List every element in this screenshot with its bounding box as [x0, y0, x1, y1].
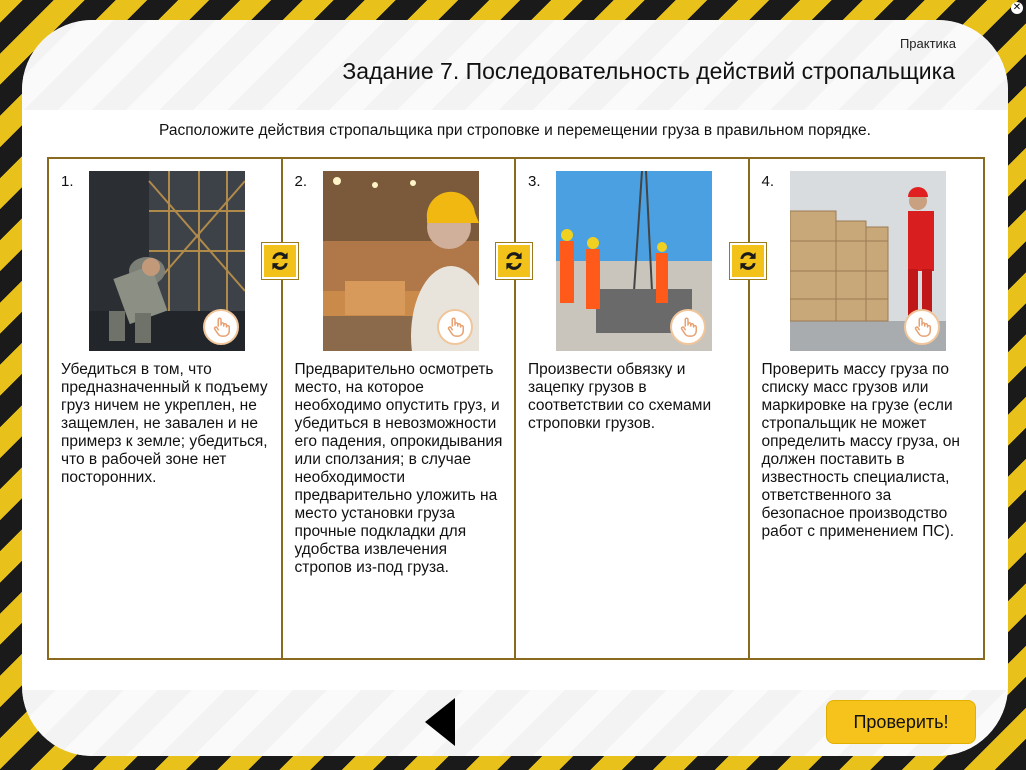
step-card-4[interactable]	[750, 159, 984, 658]
card-text: Предварительно осмотреть место, на которое необходимо опустить груз, и убедиться в невозможности его падения, опрокидывания или сползания; в случае необходимости предварительно уложить на место установки груза прочные подкладки для удобства извлечения стропов из-под груза.	[294, 361, 503, 576]
card-text: Убедиться в том, что предназначенный к подъему груз ничем не укреплен, не защемлен, не завален и не примерз к земле; убедиться, что в рабочей зоне нет посторонних.	[61, 361, 268, 486]
back-arrow-icon[interactable]	[425, 698, 455, 746]
step-card-3[interactable]	[516, 159, 750, 658]
swap-arrows-icon	[735, 248, 761, 274]
card-photo-cargo-check	[89, 171, 245, 351]
card-number: 2.	[294, 173, 308, 190]
step-card-1[interactable]	[49, 159, 283, 658]
card-photo-weight-check	[790, 171, 946, 351]
check-button[interactable]: Проверить!	[826, 700, 976, 744]
card-number: 1.	[61, 173, 74, 190]
close-icon[interactable]: ✕	[1012, 2, 1022, 13]
swap-3-4-button[interactable]	[730, 243, 766, 279]
page-title: Задание 7. Последовательность действий стропальщика	[342, 58, 955, 84]
task-frame	[22, 20, 1008, 756]
card-photo-site-inspection	[323, 171, 479, 351]
step-card-2[interactable]	[283, 159, 517, 658]
swap-1-2-button[interactable]	[262, 243, 298, 279]
hand-pointer-icon[interactable]	[670, 309, 706, 345]
card-text: Произвести обвязку и зацепку грузов в соответствии со схемами строповки грузов.	[528, 361, 712, 432]
card-number: 4.	[761, 173, 775, 190]
swap-arrows-icon	[267, 248, 293, 274]
hand-pointer-icon[interactable]	[203, 309, 239, 345]
instruction-text: Расположите действия стропальщика при строповке и перемещении груза в правильном порядке.	[159, 122, 871, 139]
sequence-cards	[47, 157, 985, 660]
hand-pointer-icon[interactable]	[437, 309, 473, 345]
card-number: 3.	[528, 173, 541, 190]
section-label: Практика	[899, 36, 956, 51]
hand-pointer-icon[interactable]	[904, 309, 940, 345]
swap-arrows-icon	[501, 248, 527, 274]
card-text: Проверить массу груза по списку масс грузов или маркировке на грузе (если стропальщик не может определить массу груза, он должен поставить в известность специалиста, ответственного за безопасное производство работ с применением ПС).	[761, 361, 960, 540]
swap-2-3-button[interactable]	[496, 243, 532, 279]
card-photo-slinging	[556, 171, 712, 351]
